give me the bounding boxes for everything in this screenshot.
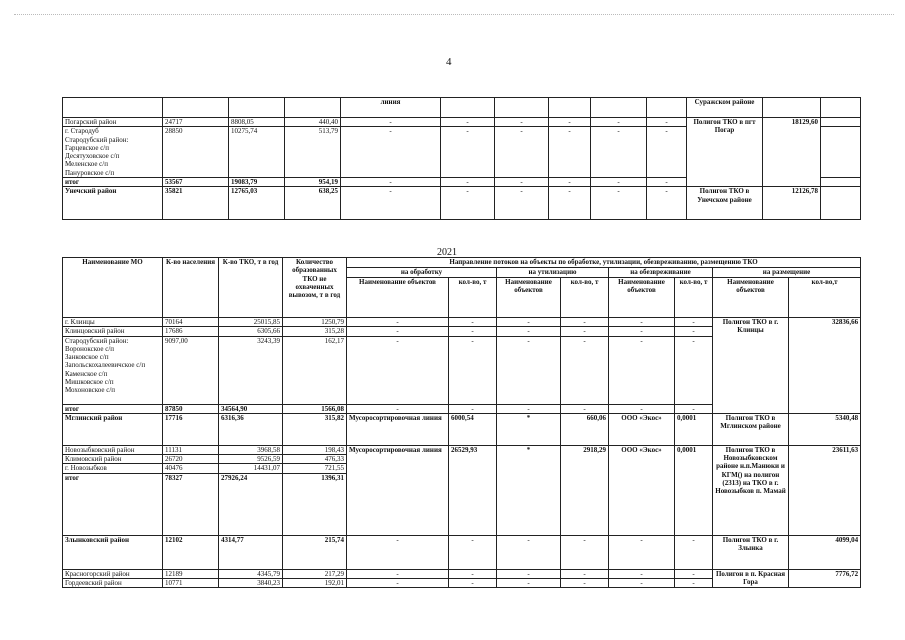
mo-name <box>63 336 163 404</box>
dash-cell: - <box>561 336 609 404</box>
processing-qty: 6000,54 <box>449 413 497 445</box>
header-neutralization: на обезвреживание <box>609 268 713 278</box>
dash-cell: - <box>497 404 561 413</box>
dash-cell: - <box>449 404 497 413</box>
dash-cell: - <box>561 318 609 327</box>
dash-cell: - <box>449 535 497 569</box>
processing-object: Мусоросортировочная линия <box>347 445 449 535</box>
site-cell: Суражском районе <box>687 98 763 118</box>
mo-name: г. Клинцы <box>63 318 163 327</box>
dash-cell: - <box>497 579 561 588</box>
dash-cell: - <box>347 535 449 569</box>
tko-amount: 3243,39 <box>219 336 283 404</box>
mo-name: Гордеевский район <box>63 579 163 588</box>
mo-name: г. Новозыбков <box>63 464 163 473</box>
dash-cell: - <box>675 404 713 413</box>
dash-cell: - <box>495 127 549 178</box>
dash-cell: - <box>347 404 449 413</box>
uncollected: 192,01 <box>283 579 347 588</box>
dash-cell: - <box>561 579 609 588</box>
header-obj-name: Наименование объектов <box>609 278 675 318</box>
dash-cell: - <box>647 127 687 178</box>
site-cell: Полигон ТКО в Новозыбковском районе н.п.Манюки и КГМ() на полигон (2313) на ТКО в г. Новозыбков п. Мамай <box>713 445 789 535</box>
dash-cell: - <box>441 127 495 178</box>
site-cell: Полигон ТКО в Мглинском районе <box>713 413 789 445</box>
header-row <box>63 258 861 268</box>
neutralization-qty: 0,0001 <box>675 413 713 445</box>
mo-line: Десятуховское с/п <box>65 152 120 161</box>
dash-cell: - <box>341 118 441 127</box>
mo-name: Новозыбковский район <box>63 445 163 454</box>
population: 9097,00 <box>163 336 219 404</box>
dash-cell: - <box>609 579 675 588</box>
population: 40476 <box>163 464 219 473</box>
dash-cell: - <box>347 318 449 327</box>
population: 17716 <box>163 413 219 445</box>
mo-line: Гарцевское с/п <box>65 143 109 152</box>
dash-cell: - <box>347 579 449 588</box>
mo-name: Мглинский район <box>63 413 163 445</box>
dash-cell: - <box>609 336 675 404</box>
dash-cell: - <box>347 336 449 404</box>
tko-amount: 12765,03 <box>229 187 285 220</box>
mo-name: Климовский район <box>63 455 163 464</box>
table-row <box>63 413 861 445</box>
year-heading: 2021 <box>437 247 457 258</box>
uncollected: 1566,08 <box>283 404 347 413</box>
utilization-qty: 2918,29 <box>561 445 609 535</box>
tko-amount: 6305,66 <box>219 327 283 336</box>
table-row <box>63 535 861 569</box>
dash-cell: - <box>449 327 497 336</box>
tko-amount: 10275,74 <box>229 127 285 178</box>
mo-line: Пануровское с/п <box>65 168 115 177</box>
mo-name: Погарский район <box>63 118 163 127</box>
dash-cell: - <box>561 535 609 569</box>
placement-qty: 5340,48 <box>789 413 861 445</box>
uncollected: 198,43 <box>283 445 347 454</box>
dash-cell: - <box>591 178 647 187</box>
dash-cell: - <box>591 187 647 220</box>
neutralization-object: ООО «Экос» <box>609 445 675 535</box>
dash-cell: - <box>341 127 441 178</box>
mo-line: г. Стародуб <box>65 127 99 136</box>
header-qty: кол-во, т <box>561 278 609 318</box>
dash-cell: - <box>609 404 675 413</box>
header-tko: К-во ТКО, т в год <box>219 258 283 318</box>
dash-cell: - <box>675 318 713 327</box>
uncollected: 215,74 <box>283 535 347 569</box>
dash-cell: - <box>675 579 713 588</box>
mo-name <box>63 127 163 178</box>
uncollected: 1396,31 <box>283 473 347 535</box>
population: 78327 <box>163 473 219 535</box>
uncollected: 217,29 <box>283 569 347 578</box>
tko-amount: 4345,79 <box>219 569 283 578</box>
population: 28850 <box>163 127 229 178</box>
dash-cell: - <box>647 178 687 187</box>
placement-qty: 12126,78 <box>763 187 821 220</box>
header-obj-name: Наименование объектов <box>347 278 449 318</box>
placement-qty: 4099,04 <box>789 535 861 569</box>
header-obj-name: Наименование объектов <box>497 278 561 318</box>
mo-line: Мишковское с/п <box>65 378 114 387</box>
dash-cell: - <box>495 118 549 127</box>
dash-cell: - <box>341 187 441 220</box>
mo-name: Злынковский район <box>63 535 163 569</box>
placement-qty: 32836,66 <box>789 318 861 414</box>
neutralization-object: ООО «Экос» <box>609 413 675 445</box>
dash-cell: - <box>497 336 561 404</box>
dash-cell: - <box>441 178 495 187</box>
uncollected: 954,19 <box>285 178 341 187</box>
method-cell: линия <box>341 98 441 118</box>
utilization-object: * <box>497 413 561 445</box>
utilization-qty: 660,06 <box>561 413 609 445</box>
site-cell: Полигон ТКО в Унечском районе <box>687 187 763 220</box>
dash-cell: - <box>549 127 591 178</box>
dash-cell: - <box>497 327 561 336</box>
dash-cell: - <box>449 569 497 578</box>
dash-cell: - <box>609 535 675 569</box>
uncollected: 1250,79 <box>283 318 347 327</box>
dash-cell: - <box>441 118 495 127</box>
dash-cell: - <box>675 327 713 336</box>
tko-amount: 25015,85 <box>219 318 283 327</box>
dash-cell: - <box>647 118 687 127</box>
processing-object: Мусоросортировочная линия <box>347 413 449 445</box>
dash-cell: - <box>549 178 591 187</box>
uncollected: 638,25 <box>285 187 341 220</box>
mo-line: Стародубский район: <box>65 135 129 144</box>
dash-cell: - <box>449 579 497 588</box>
header-processing: на обработку <box>347 268 497 278</box>
placement-qty: 18129,60 <box>763 118 821 187</box>
mo-line: Воронокское с/п <box>65 344 115 353</box>
dash-cell: - <box>497 535 561 569</box>
dash-cell: - <box>609 327 675 336</box>
table-row <box>63 318 861 327</box>
header-qty: кол-во, т <box>675 278 713 318</box>
mo-line: Стародубский район: <box>65 336 129 345</box>
uncollected: 513,79 <box>285 127 341 178</box>
neutralization-qty: 0,0001 <box>675 445 713 535</box>
uncollected: 162,17 <box>283 336 347 404</box>
dash-cell: - <box>441 187 495 220</box>
site-cell: Полигон ТКО в г. Злынка <box>713 535 789 569</box>
table-row <box>63 118 861 127</box>
table-continuation <box>62 97 861 220</box>
dash-cell: - <box>497 318 561 327</box>
tko-amount: 8808,05 <box>229 118 285 127</box>
dash-cell: - <box>549 187 591 220</box>
table-2021 <box>62 257 861 588</box>
placement-qty: 23611,63 <box>789 445 861 535</box>
table-row <box>63 98 861 118</box>
mo-name: Клинцовский район <box>63 327 163 336</box>
dash-cell: - <box>561 404 609 413</box>
tko-amount: 19083,79 <box>229 178 285 187</box>
population: 24717 <box>163 118 229 127</box>
mo-line: Меленское с/п <box>65 160 108 169</box>
dash-cell: - <box>561 569 609 578</box>
population: 53567 <box>163 178 229 187</box>
mo-name: Красногорский район <box>63 569 163 578</box>
mo-name: Унечский район <box>63 187 163 220</box>
tko-amount: 9526,59 <box>219 455 283 464</box>
header-direction: Направление потоков на объекты по обработке, утилизации, обезвреживанию, размещению ТКО <box>347 258 861 268</box>
total-label: итог <box>63 178 163 187</box>
header-mo: Наименование МО <box>63 258 163 318</box>
scan-top-edge <box>14 14 894 16</box>
table-row <box>63 187 861 220</box>
header-uncollected: Количество образованных ТКО не охваченных вывозом, т в год <box>283 258 347 318</box>
mo-line: Занковское с/п <box>65 353 109 362</box>
dash-cell: - <box>609 318 675 327</box>
utilization-object: * <box>497 445 561 535</box>
dash-cell: - <box>497 569 561 578</box>
dash-cell: - <box>675 336 713 404</box>
dash-cell: - <box>675 535 713 569</box>
table-row <box>63 569 861 578</box>
uncollected: 315,28 <box>283 327 347 336</box>
population: 87850 <box>163 404 219 413</box>
placement-qty: 7776,72 <box>789 569 861 588</box>
population: 70164 <box>163 318 219 327</box>
dash-cell: - <box>549 118 591 127</box>
dash-cell: - <box>347 569 449 578</box>
tko-amount: 3968,58 <box>219 445 283 454</box>
tko-amount: 4314,77 <box>219 535 283 569</box>
population: 11131 <box>163 445 219 454</box>
header-population: К-во населения <box>163 258 219 318</box>
tko-amount: 6316,36 <box>219 413 283 445</box>
uncollected: 440,40 <box>285 118 341 127</box>
population: 12189 <box>163 569 219 578</box>
site-cell: Полигон ТКО в пгт Погар <box>687 118 763 187</box>
dash-cell: - <box>591 127 647 178</box>
dash-cell: - <box>495 178 549 187</box>
site-cell: Полигон в п. Красная Гора <box>713 569 789 588</box>
processing-qty: 26529,93 <box>449 445 497 535</box>
table-row <box>63 445 861 454</box>
dash-cell: - <box>647 187 687 220</box>
header-obj-name: Наименование объектов <box>713 278 789 318</box>
uncollected: 721,55 <box>283 464 347 473</box>
header-qty: кол-во,т <box>789 278 861 318</box>
dash-cell: - <box>561 327 609 336</box>
dash-cell: - <box>495 187 549 220</box>
mo-line: Запольскохалеевичское с/п Каменское с/п <box>65 361 146 378</box>
header-qty: кол-во, т <box>449 278 497 318</box>
population: 12102 <box>163 535 219 569</box>
dash-cell: - <box>591 118 647 127</box>
dash-cell: - <box>449 336 497 404</box>
dash-cell: - <box>609 569 675 578</box>
population: 17686 <box>163 327 219 336</box>
page-number: 4 <box>446 56 452 68</box>
header-placement: на размещение <box>713 268 861 278</box>
total-label: итог <box>63 473 163 535</box>
population: 26720 <box>163 455 219 464</box>
header-utilization: на утилизацию <box>497 268 609 278</box>
dash-cell: - <box>449 318 497 327</box>
tko-amount: 34564,90 <box>219 404 283 413</box>
dash-cell: - <box>347 327 449 336</box>
total-label: итог <box>63 404 163 413</box>
tko-amount: 14431,07 <box>219 464 283 473</box>
tko-amount: 3840,23 <box>219 579 283 588</box>
dash-cell: - <box>675 569 713 578</box>
dash-cell: - <box>341 178 441 187</box>
mo-line: Мохоновское с/п <box>65 386 116 395</box>
uncollected: 315,82 <box>283 413 347 445</box>
population: 35821 <box>163 187 229 220</box>
tko-amount: 27926,24 <box>219 473 283 535</box>
uncollected: 476,33 <box>283 455 347 464</box>
population: 10771 <box>163 579 219 588</box>
site-cell: Полигон ТКО в г. Клинцы <box>713 318 789 414</box>
